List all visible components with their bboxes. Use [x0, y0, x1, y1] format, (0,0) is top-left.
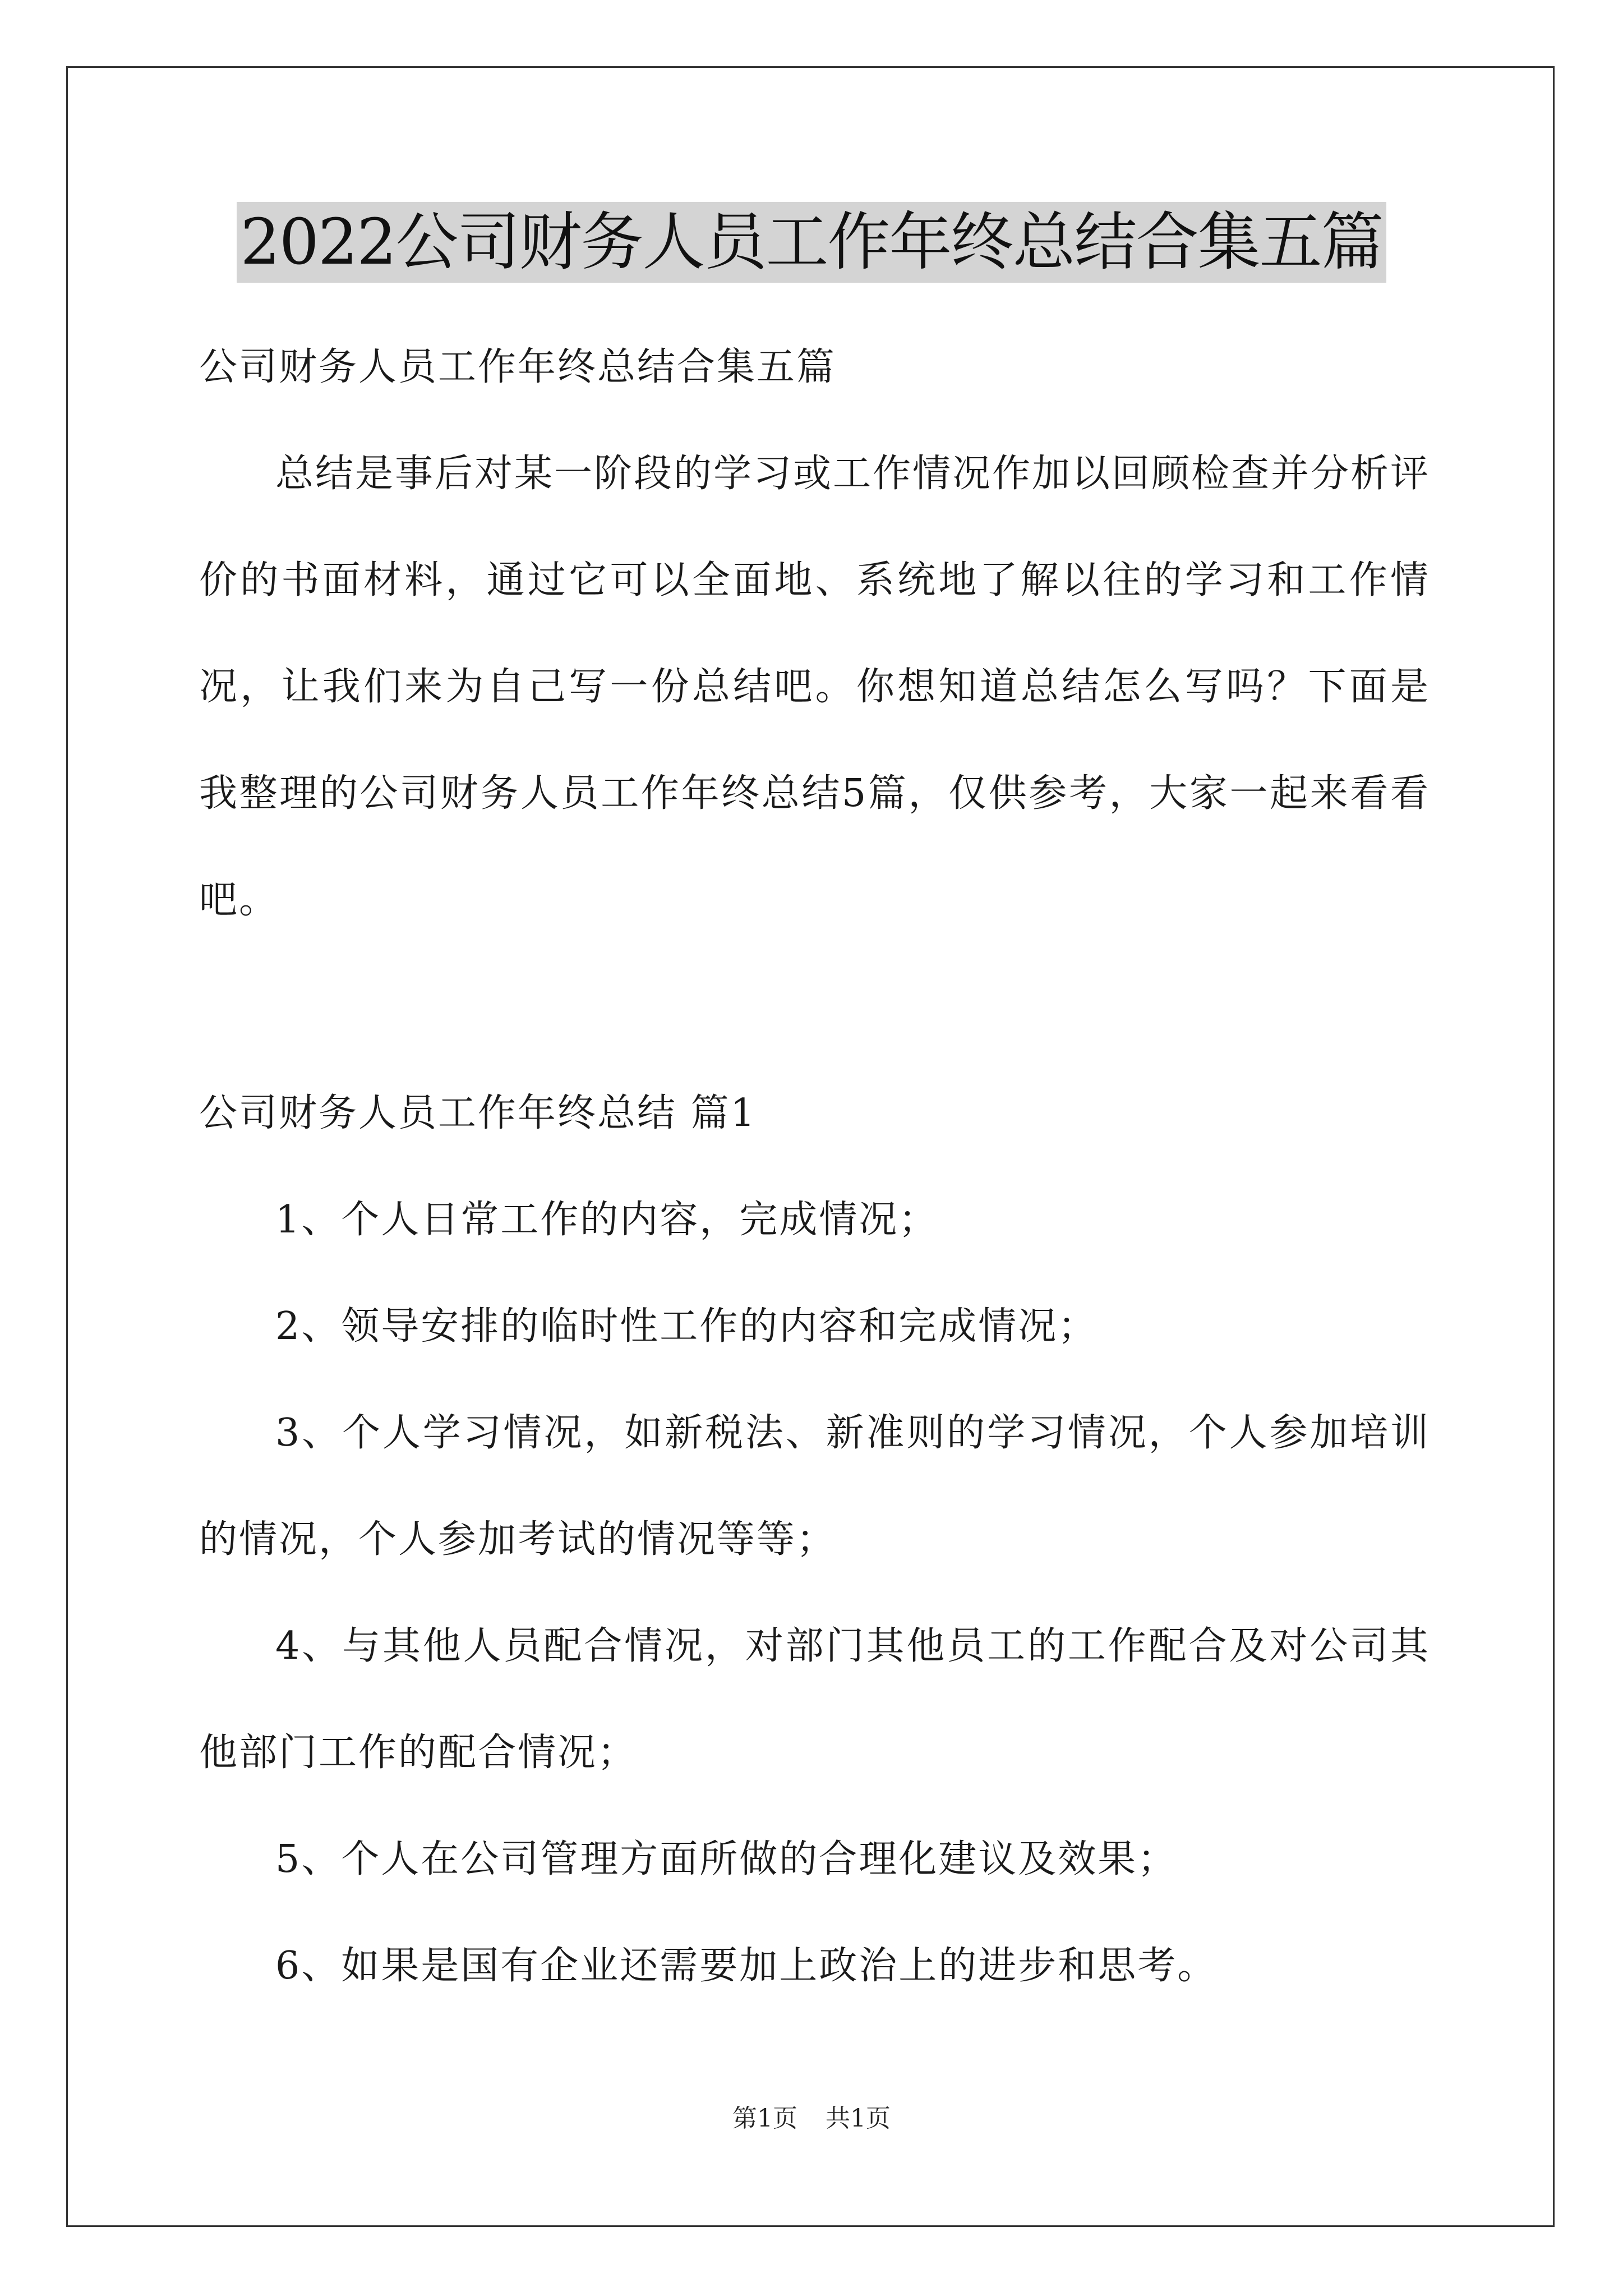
list-item: 5、个人在公司管理方面所做的合理化建议及效果；: [275, 1837, 1178, 1881]
document-subtitle: 公司财务人员工作年终总结合集五篇: [199, 345, 837, 389]
list-item: 4、与其他人员配合情况，对部门其他员工的工作配合及对公司其他部门工作的配合情况；: [199, 1624, 1430, 1775]
page-total: 共1页: [826, 2104, 891, 2133]
list-item: 3、个人学习情况，如新税法、新准则的学习情况，个人参加培训的情况，个人参加考试的情况等等；: [199, 1411, 1430, 1562]
section-heading: 公司财务人员工作年终总结 篇1: [199, 1091, 757, 1135]
page-number: 第1页: [732, 2104, 797, 2133]
list-item: 1、个人日常工作的内容，完成情况；: [275, 1198, 939, 1242]
intro-paragraph: 总结是事后对某一阶段的学习或工作情况作加以回顾检查并分析评价的书面材料，通过它可以全面地、系统地了解以往的学习和工作情况，让我们来为自己写一份总结吧。你想知道总结怎么写吗？下面是我整理的公司财务人员工作年终总结5篇，仅供参考，大家一起来看看吧。: [199, 452, 1431, 922]
document-body: [199, 314, 1430, 2019]
list-item: 6、如果是国有企业还需要加上政治上的进步和思考。: [275, 1944, 1218, 1988]
document-title: 2022公司财务人员工作年终总结合集五篇: [237, 202, 1386, 283]
page-footer: [0, 2098, 1623, 2134]
list-item: 2、领导安排的临时性工作的内容和完成情况；: [275, 1304, 1098, 1349]
title-container: [0, 202, 1623, 283]
